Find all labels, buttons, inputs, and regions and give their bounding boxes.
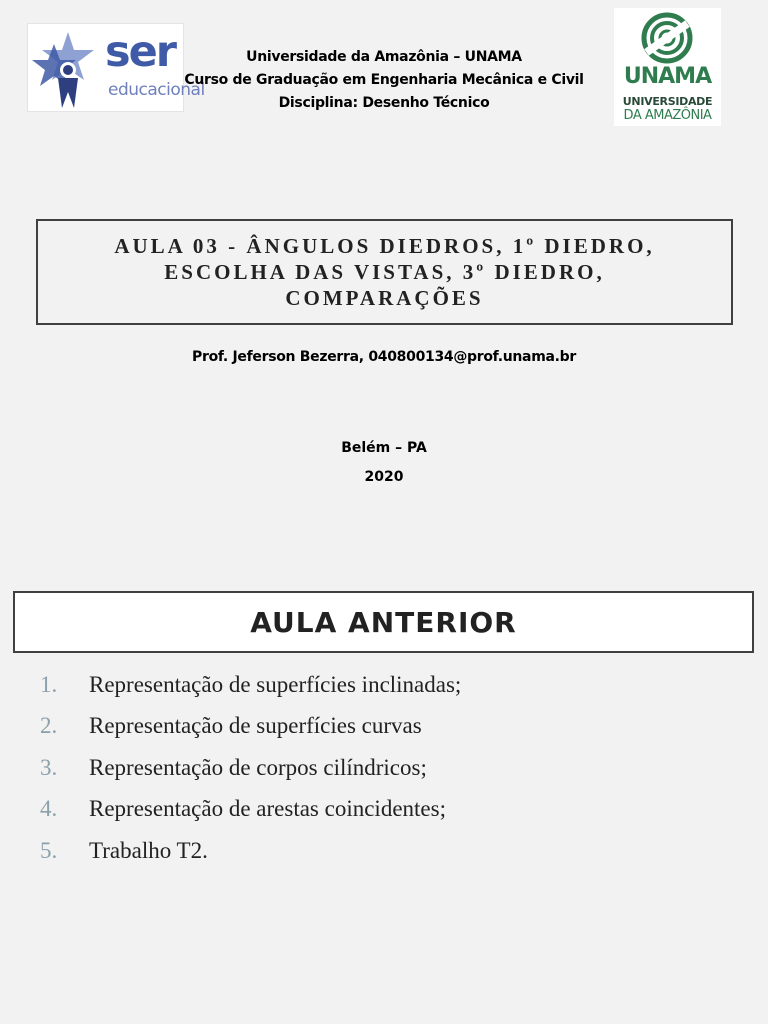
ser-logo-subtitle: educacional	[108, 80, 205, 100]
list-item	[40, 789, 740, 831]
list-item-text: Representação de arestas coincidentes;	[89, 796, 446, 822]
ser-logo-word: ser	[105, 27, 175, 77]
list-item-text: Representação de superfícies inclinadas;	[89, 671, 462, 697]
lesson-title-box	[36, 219, 733, 325]
previous-lesson-list	[40, 664, 740, 872]
unama-logo-line2: UNIVERSIDADE	[622, 95, 713, 108]
list-item	[40, 747, 740, 789]
unama-logo-word: UNAMA	[623, 64, 712, 89]
ser-figures-icon	[32, 30, 104, 108]
lesson-title	[94, 233, 674, 311]
year: 2020	[364, 469, 404, 485]
unama-swirl-icon	[636, 12, 698, 64]
list-item-text: Representação de superfícies curvas	[89, 713, 422, 739]
list-item	[40, 706, 740, 748]
section-header-box	[13, 591, 754, 653]
professor-contact: Prof. Jeferson Bezerra, 040800134@prof.unama.br	[192, 349, 576, 365]
lesson-title-line: COMPARAÇÕES	[285, 286, 484, 310]
location-date	[0, 434, 768, 492]
unama-logo	[614, 8, 721, 126]
course-name: Curso de Graduação em Engenharia Mecânica e Civil	[184, 72, 584, 88]
lesson-title-line: ESCOLHA DAS VISTAS, 3º DIEDRO,	[164, 260, 605, 284]
discipline-name: Disciplina: Desenho Técnico	[278, 95, 490, 111]
list-item-text: Trabalho T2.	[89, 837, 208, 863]
list-item-number: 1.	[40, 671, 58, 697]
list-item	[40, 664, 740, 706]
list-item-text: Representação de corpos cilíndricos;	[89, 754, 427, 780]
city: Belém – PA	[341, 440, 427, 456]
list-item-number: 4.	[40, 796, 58, 822]
unama-logo-line3: DA AMAZÔNIA	[623, 108, 712, 123]
list-item	[40, 830, 740, 872]
lesson-title-line: AULA 03 - ÂNGULOS DIEDROS, 1º DIEDRO,	[114, 234, 655, 258]
institution-header	[150, 46, 618, 115]
university-name: Universidade da Amazônia – UNAMA	[246, 49, 522, 65]
list-item-number: 5.	[40, 837, 58, 863]
list-item-number: 2.	[40, 713, 58, 739]
section-title: AULA ANTERIOR	[250, 605, 517, 639]
list-item-number: 3.	[40, 754, 58, 780]
